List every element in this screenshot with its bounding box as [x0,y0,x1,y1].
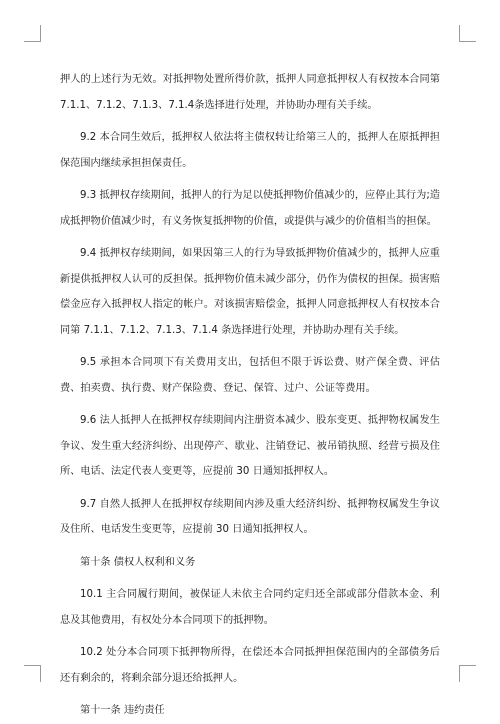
crop-mark-top-right [459,25,476,42]
paragraph-10-2: 10.2 处分本合同项下抵押物所得，在偿还本合同抵押担保范围内的全部债务后还有剩余的，将剩余部分退还给抵押人。 [60,647,440,684]
paragraph-9-4: 9.4 抵押权存续期间，如果因第三人的行为导致抵押物价值减少的，抵押人应重新提供抵押权人认可的反担保。抵押物价值未减少部分，仍作为债权的担保。损害赔偿金应存入抵押权人指定的帐户。对该损害赔偿金，抵押人同意抵押权人有权按本合同第 7.1.1、7.1.2、7.1.3、7.1.4 条选择进行处理，并协助办理有关手续。 [60,247,440,336]
paragraph-9-7: 9.7 自然人抵押人在抵押权存续期间内涉及重大经济纠纷、抵押物权属发生争议及住所、电话发生变更等，应提前 30 日通知抵押权人。 [60,498,440,536]
crop-mark-bottom-left [24,665,41,682]
paragraph-9-3: 9.3 抵押权存续期间，抵押人的行为足以使抵押物价值减少的，应停止其行为;造成抵押物价值减少时，有义务恢复抵押物的价值，或提供与减少的价值相当的担保。 [60,189,440,227]
paragraph-9-5: 9.5 承担本合同项下有关费用支出，包括但不限于诉讼费、财产保全费、评估费、拍卖费、执行费、财产保险费、登记、保管、过户、公证等费用。 [60,357,440,394]
document-body [60,67,440,724]
paragraph-9-1-continued: 押人的上述行为无效。对抵押物处置所得价款，抵押人同意抵押权人有权按本合同第7.1.1、7.1.2、7.1.3、7.1.4条选择进行处理，并协助办理有关手续。 [60,74,440,111]
paragraph-10-1: 10.1 主合同履行期间，被保证人未依主合同约定归还全部或部分借款本金、利息及其他费用，有权处分本合同项下的抵押物。 [60,589,440,626]
section-heading-10: 第十条 债权人权利和义务 [80,556,196,568]
crop-mark-top-left [24,25,41,42]
section-heading-11: 第十一条 违约责任 [80,705,165,717]
paragraph-9-2: 9.2 本合同生效后，抵押权人依法将主债权转让给第三人的，抵押人在原抵押担保范围内继续承担担保责任。 [60,131,440,169]
paragraph-9-6: 9.6 法人抵押人在抵押权存续期间内注册资本减少、股东变更、抵押物权属发生争议、发生重大经济纠纷、出现停产、歇业、注销登记、被吊销执照、经营亏损及住所、电话、法定代表人变更等，应提前 30 日通知抵押权人。 [60,415,440,478]
crop-mark-bottom-right [459,665,476,682]
